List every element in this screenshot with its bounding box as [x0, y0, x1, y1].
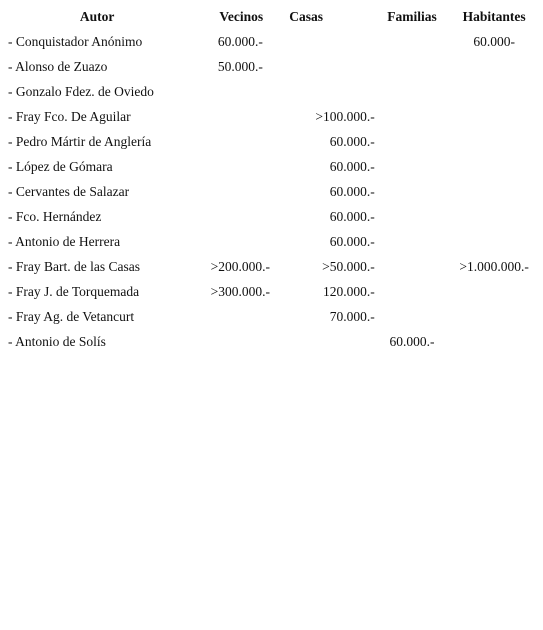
cell-vecinos: >200.000.- — [210, 258, 270, 274]
table-row — [6, 129, 543, 154]
cell-casas: 70.000.- — [329, 308, 375, 324]
cell-familias — [379, 229, 446, 254]
cell-autor: - Antonio de Solís — [8, 333, 106, 349]
cell-habitantes — [445, 304, 543, 329]
cell-autor: - Gonzalo Fdez. de Oviedo — [8, 83, 154, 99]
cell-familias — [379, 204, 446, 229]
table-row — [6, 304, 543, 329]
cell-familias — [379, 79, 446, 104]
cell-habitantes — [445, 104, 543, 129]
cell-vecinos — [198, 329, 284, 354]
cell-familias — [379, 104, 446, 129]
cell-casas: 60.000.- — [329, 208, 375, 224]
cell-casas: 60.000.- — [329, 133, 375, 149]
population-table — [6, 5, 543, 354]
cell-autor: - Cervantes de Salazar — [8, 183, 130, 199]
header-habitantes: Habitantes — [462, 9, 526, 24]
cell-casas — [284, 54, 378, 79]
cell-familias — [379, 304, 446, 329]
cell-habitantes — [445, 54, 543, 79]
cell-casas — [284, 29, 378, 54]
cell-habitantes — [445, 129, 543, 154]
cell-autor: - Pedro Mártir de Anglería — [8, 133, 152, 149]
table-row — [6, 204, 543, 229]
cell-vecinos — [198, 104, 284, 129]
cell-familias: 60.000.- — [389, 333, 435, 349]
cell-vecinos — [198, 129, 284, 154]
cell-autor: - Fray J. de Torquemada — [8, 283, 140, 299]
header-vecinos: Vecinos — [219, 9, 264, 24]
cell-vecinos — [198, 79, 284, 104]
cell-familias — [379, 154, 446, 179]
cell-familias — [379, 179, 446, 204]
cell-autor: - Conquistador Anónimo — [8, 33, 143, 49]
cell-vecinos: >300.000.- — [210, 283, 270, 299]
cell-casas — [284, 329, 378, 354]
table-row — [6, 279, 543, 304]
header-familias: Familias — [387, 9, 437, 24]
cell-familias — [379, 254, 446, 279]
cell-vecinos — [198, 154, 284, 179]
cell-vecinos: 60.000.- — [217, 33, 263, 49]
table-row — [6, 154, 543, 179]
header-casas: Casas — [289, 9, 324, 24]
cell-familias — [379, 279, 446, 304]
cell-familias — [379, 54, 446, 79]
cell-habitantes — [445, 329, 543, 354]
cell-autor: - López de Gómara — [8, 158, 113, 174]
cell-habitantes — [445, 179, 543, 204]
cell-vecinos — [198, 304, 284, 329]
cell-casas: >100.000.- — [315, 108, 375, 124]
table-row — [6, 254, 543, 279]
table-row — [6, 329, 543, 354]
header-row — [6, 5, 543, 29]
table-row — [6, 179, 543, 204]
cell-habitantes — [445, 154, 543, 179]
cell-vecinos: 50.000.- — [217, 58, 263, 74]
table-row — [6, 29, 543, 54]
cell-casas: 60.000.- — [329, 158, 375, 174]
cell-habitantes — [445, 79, 543, 104]
cell-familias — [379, 129, 446, 154]
cell-casas: >50.000.- — [322, 258, 375, 274]
cell-habitantes: 60.000- — [473, 33, 515, 49]
cell-casas: 60.000.- — [329, 183, 375, 199]
cell-vecinos — [198, 229, 284, 254]
table-row — [6, 54, 543, 79]
cell-autor: - Alonso de Zuazo — [8, 58, 108, 74]
table-row — [6, 229, 543, 254]
cell-autor: - Fray Fco. De Aguilar — [8, 108, 131, 124]
cell-habitantes: >1.000.000.- — [459, 258, 529, 274]
cell-vecinos — [198, 179, 284, 204]
cell-habitantes — [445, 204, 543, 229]
cell-familias — [379, 29, 446, 54]
cell-autor: - Fco. Hernández — [8, 208, 102, 224]
table-row — [6, 79, 543, 104]
cell-autor: - Fray Ag. de Vetancurt — [8, 308, 135, 324]
cell-autor: - Fray Bart. de las Casas — [8, 258, 140, 274]
cell-habitantes — [445, 229, 543, 254]
cell-casas: 120.000.- — [322, 283, 375, 299]
header-autor: Autor — [79, 9, 115, 24]
table-row — [6, 104, 543, 129]
cell-habitantes — [445, 279, 543, 304]
cell-casas — [284, 79, 378, 104]
cell-autor: - Antonio de Herrera — [8, 233, 121, 249]
cell-casas: 60.000.- — [329, 233, 375, 249]
cell-vecinos — [198, 204, 284, 229]
